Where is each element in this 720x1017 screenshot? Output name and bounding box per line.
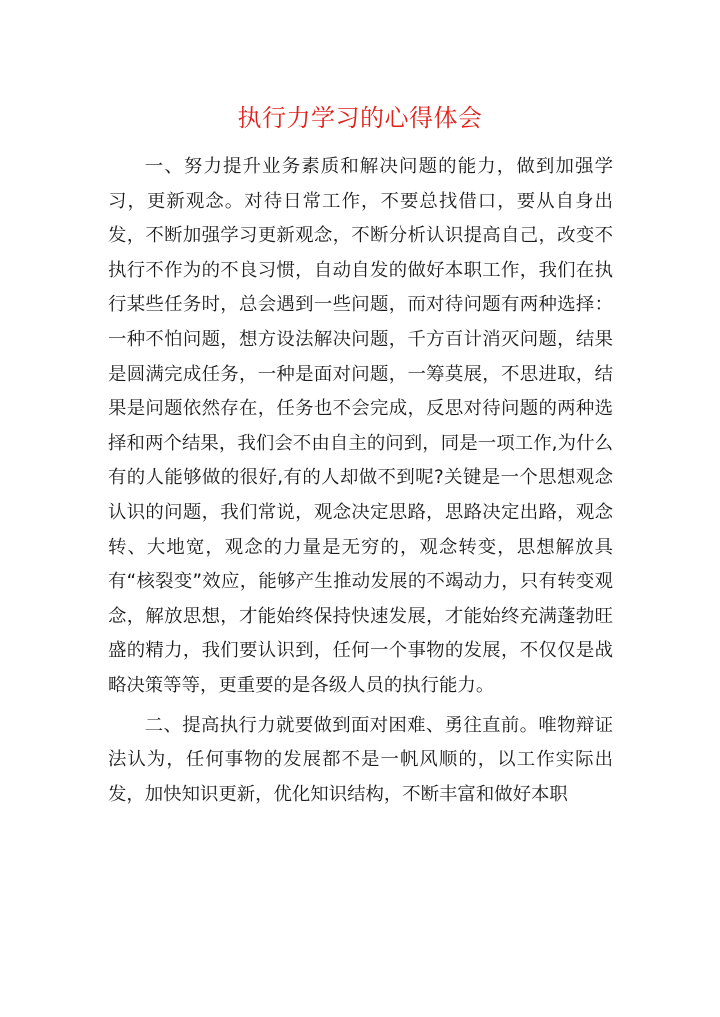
- document-body: [108, 150, 613, 812]
- paragraph-2: 二、提高执行力就要做到面对困难、勇往直前。唯物辩证法认为，任何事物的发展都不是一帆风顺的，以工作实际出发，加快知识更新，优化知识结构，不断丰富和做好本职: [108, 714, 613, 805]
- document-title: 执行力学习的心得体会: [237, 104, 483, 132]
- paragraph-1: 一、努力提升业务素质和解决问题的能力，做到加强学习，更新观念。对待日常工作，不要总找借口，要从自身出发，不断加强学习更新观念，不断分析认识提高自己，改变不执行不作为的不良习惯，自动自发的做好本职工作，我们在执行某些任务时，总会遇到一些问题，而对待问题有两种选择：一种不怕问题，想方设法解决问题，千方百计消灭问题，结果是圆满完成任务，一种是面对问题，一筹莫展，不思进取，结果是问题依然存在，任务也不会完成，反思对待问题的两种选择和两个结果，我们会不由自主的问到，同是一项工作,为什么有的人能够做的很好,有的人却做不到呢?关键是一个思想观念认识的问题，我们常说，观念决定思路，思路决定出路，观念转、大地宽，观念的力量是无穷的，观念转变，思想解放具有“核裂变”效应，能够产生推动发展的不竭动力，只有转变观念，解放思想，才能始终保持快速发展，才能始终充满蓬勃旺盛的精力，我们要认识到，任何一个事物的发展，不仅仅是战略决策等等，更重要的是各级人员的执行能力。: [108, 156, 613, 696]
